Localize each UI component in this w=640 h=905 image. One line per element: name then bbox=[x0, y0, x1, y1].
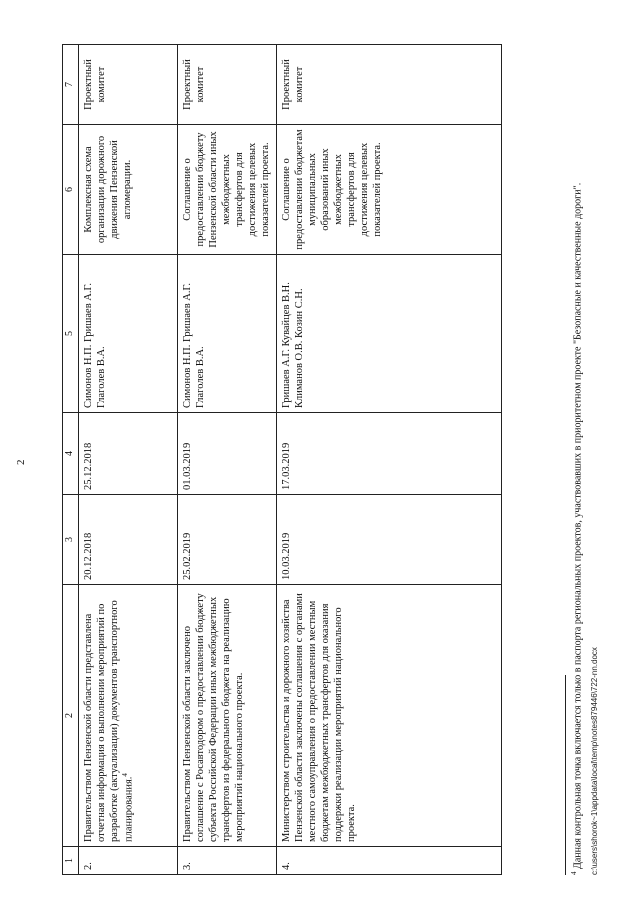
control-cell: Проектный комитет bbox=[177, 45, 276, 125]
footnote bbox=[570, 75, 583, 875]
footnote-divider bbox=[565, 675, 566, 875]
table-row bbox=[78, 45, 177, 875]
file-path: c:\users\shorok~1\appdata\local\temp\notes879446\722-nn.docx bbox=[590, 647, 599, 875]
event-cell bbox=[78, 585, 177, 847]
row-number: 4. bbox=[276, 847, 501, 875]
page-number: 2 bbox=[15, 459, 27, 465]
result-cell: Комплексная схема организации дорожного движения Пензенской агломерации. bbox=[78, 125, 177, 255]
table-row bbox=[177, 45, 276, 875]
schedule-table bbox=[62, 44, 502, 875]
responsible-cell: Симонов Н.П. Гришаев А.Г. Глаголев В.А. bbox=[78, 255, 177, 413]
result-cell: Соглашение о предоставлении бюджету Пензенской области иных межбюджетных трансфертов для достижения целевых показателей проекта. bbox=[177, 125, 276, 255]
row-number: 2. bbox=[78, 847, 177, 875]
end-date: 17.03.2019 bbox=[276, 413, 501, 495]
event-cell: Министерством строительства и дорожного хозяйства Пензенской области заключены соглашения с органами местного самоуправления о предоставлении местным бюджетам межбюджетных трансфертов для оказания поддержки реализации мероприятий национального проекта. bbox=[276, 585, 501, 847]
footnote-marker: 4 bbox=[120, 773, 129, 777]
header-cell: 7 bbox=[63, 45, 79, 125]
start-date: 25.02.2019 bbox=[177, 495, 276, 585]
table-row bbox=[276, 45, 501, 875]
end-date: 25.12.2018 bbox=[78, 413, 177, 495]
header-cell: 6 bbox=[63, 125, 79, 255]
end-date: 01.03.2019 bbox=[177, 413, 276, 495]
start-date: 10.03.2019 bbox=[276, 495, 501, 585]
footnote-text: Данная контрольная точка включается только в паспорта региональных проектов, участвовавших в приоритетном проекте "Безопасные и качественные дороги". bbox=[572, 182, 584, 869]
responsible-cell: Гришаев А.Г. Кувайцев В.Н. Климанов О.В. Козин С.Н. bbox=[276, 255, 501, 413]
header-row bbox=[63, 45, 79, 875]
header-cell: 1 bbox=[63, 847, 79, 875]
header-cell: 5 bbox=[63, 255, 79, 413]
control-cell: Проектный комитет bbox=[78, 45, 177, 125]
result-cell: Соглашение о предоставлении бюджетам муниципальных образований иных межбюджетных трансфертов для достижения целевых показателей проекта. bbox=[276, 125, 501, 255]
start-date: 20.12.2018 bbox=[78, 495, 177, 585]
row-number: 3. bbox=[177, 847, 276, 875]
event-cell: Правительством Пензенской области заключено соглашение с Росавтодором о предоставлении бюджету субъекта Российской Федерации иных межбюджетных трансфертов из федерального бюджета на реализацию мероприятий национального проекта. bbox=[177, 585, 276, 847]
control-cell: Проектный комитет bbox=[276, 45, 501, 125]
header-cell: 2 bbox=[63, 585, 79, 847]
event-text: Правительством Пензенской области представлена отчетная информация о выполнении мероприятий по разработке (актуализации) документов транспортного планирования. bbox=[82, 600, 135, 842]
header-cell: 3 bbox=[63, 495, 79, 585]
footnote-marker: 4 bbox=[570, 871, 578, 875]
responsible-cell: Симонов Н.П. Гришаев А.Г. Глаголев В.А. bbox=[177, 255, 276, 413]
header-cell: 4 bbox=[63, 413, 79, 495]
